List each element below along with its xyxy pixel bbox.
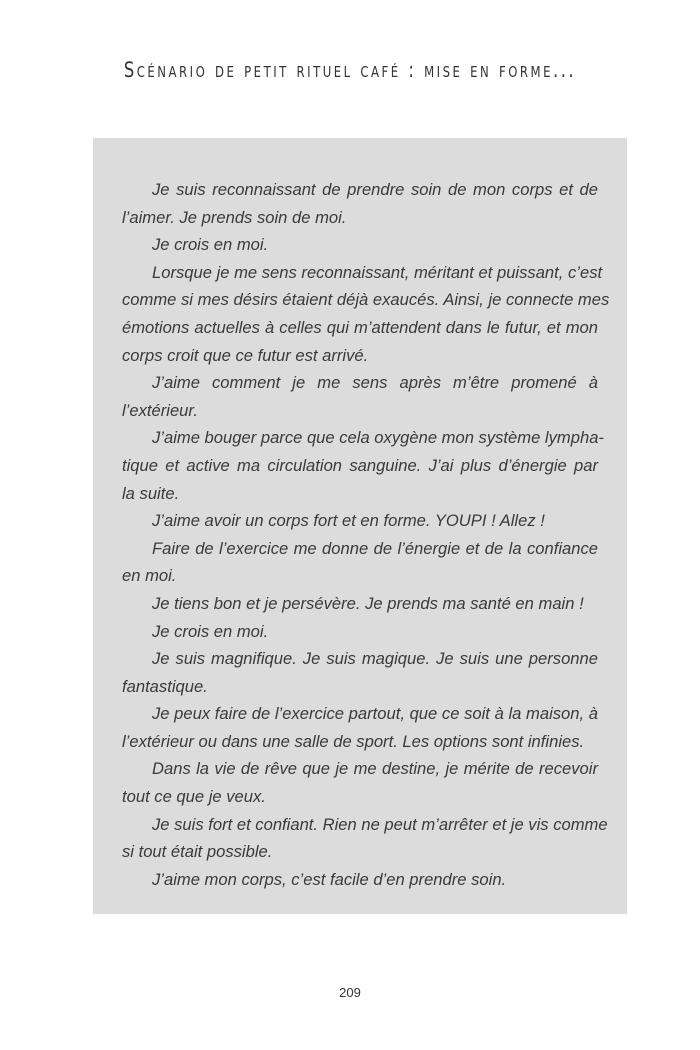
- text-line: tout ce que je veux.: [122, 787, 266, 807]
- paragraph: [122, 424, 604, 507]
- paragraph: [122, 259, 610, 369]
- text-line: Je crois en moi.: [152, 235, 269, 255]
- paragraph: [122, 535, 598, 590]
- text-line: Je tiens bon et je persévère. Je prends ma santé en main !: [152, 593, 584, 613]
- paragraph: [122, 755, 598, 810]
- paragraph: [122, 645, 598, 700]
- paragraph: [122, 811, 608, 866]
- paragraph: [122, 590, 598, 618]
- text-line: l’extérieur.: [122, 400, 198, 420]
- text-line: Je crois en moi.: [152, 621, 269, 641]
- affirmation-text: [122, 176, 610, 893]
- text-line: J’aime bouger parce que cela oxygène mon système lympha-: [152, 428, 604, 448]
- text-line: J’aime comment je me sens après m’être promené à: [152, 373, 598, 393]
- text-line: si tout était possible.: [122, 842, 273, 862]
- text-line: la suite.: [122, 483, 180, 503]
- text-line: J’aime mon corps, c’est facile d’en prendre soin.: [152, 869, 507, 889]
- paragraph: [122, 369, 598, 424]
- text-line: tique et active ma circulation sanguine. J’ai plus d’énergie par: [122, 455, 598, 475]
- text-line: J’aime avoir un corps fort et en forme. YOUPI ! Allez !: [152, 511, 545, 531]
- text-line: Je suis reconnaissant de prendre soin de mon corps et de: [152, 180, 598, 199]
- paragraph: [122, 700, 598, 755]
- text-line: Dans la vie de rêve que je me destine, je mérite de recevoir: [152, 759, 598, 779]
- paragraph: [122, 507, 598, 535]
- running-header-title: Scénario de petit rituel café : mise en forme...: [123, 58, 577, 82]
- page-number: 209: [339, 985, 361, 1000]
- paragraph: [122, 618, 598, 646]
- paragraph: [122, 231, 598, 259]
- text-line: émotions actuelles à celles qui m’attendent dans le futur, et mon: [122, 317, 598, 337]
- paragraph: [122, 176, 598, 231]
- text-line: en moi.: [122, 566, 177, 586]
- text-line: corps croit que ce futur est arrivé.: [122, 345, 369, 365]
- text-line: Je suis magnifique. Je suis magique. Je suis une personne: [152, 649, 598, 669]
- text-line: comme si mes désirs étaient déjà exaucés. Ainsi, je connecte mes: [122, 290, 610, 310]
- text-line: Faire de l’exercice me donne de l’énergie et de la confiance: [152, 538, 598, 558]
- text-line: Je peux faire de l’exercice partout, que ce soit à la maison, à: [152, 704, 598, 724]
- text-line: Je suis fort et confiant. Rien ne peut m’arrêter et je vis comme: [152, 814, 608, 834]
- paragraph: [122, 866, 598, 894]
- text-line: l’aimer. Je prends soin de moi.: [122, 207, 347, 227]
- text-line: fantastique.: [122, 676, 208, 696]
- text-line: Lorsque je me sens reconnaissant, méritant et puissant, c’est: [152, 262, 603, 282]
- text-line: l’extérieur ou dans une salle de sport. Les options sont infinies.: [122, 731, 585, 751]
